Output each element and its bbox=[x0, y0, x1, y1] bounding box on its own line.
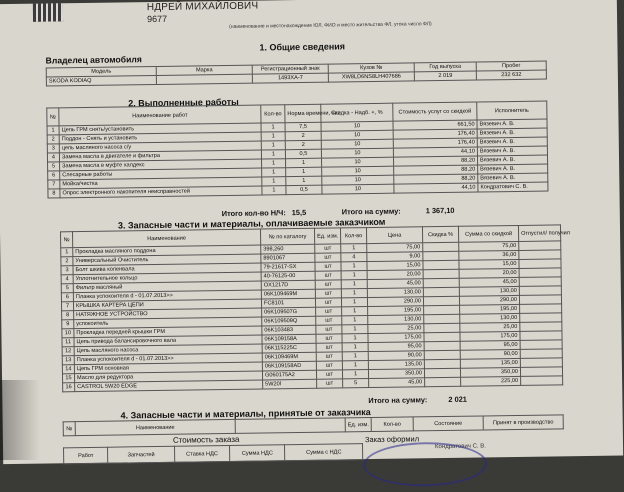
works-cell: 176,40 bbox=[393, 129, 477, 139]
works-cell: 661,50 bbox=[393, 120, 477, 130]
works-cell: 10 bbox=[321, 148, 393, 158]
works-header-cell: № bbox=[47, 108, 59, 126]
parts-cell: 175,00 bbox=[460, 331, 520, 341]
cost-header-cell: Сумма НДС bbox=[230, 445, 286, 462]
works-cell: 1 bbox=[286, 176, 322, 186]
works-cell: 2 bbox=[285, 131, 321, 141]
section4-title: 4. Запасные части и материалы, принятые от заказчика bbox=[120, 407, 371, 421]
parts-cell: 13 bbox=[62, 356, 74, 365]
parts-cell: 75,00 bbox=[367, 243, 423, 253]
parts-cell: 90,00 bbox=[460, 349, 520, 359]
parts-cell: G060175A2 bbox=[262, 370, 316, 380]
parts-cell: 06K103483 bbox=[262, 325, 316, 335]
works-cell: Замена масла в муфте халдекс bbox=[60, 159, 262, 171]
parts-cell: Универсальный Очиститель bbox=[73, 254, 261, 266]
parts-cell: 4 bbox=[341, 253, 367, 262]
parts-cell: 20,00 bbox=[459, 268, 519, 278]
works-cell: 1 bbox=[286, 158, 322, 168]
owner-name: НДРЕЙ МИХАЙЛОВИЧ bbox=[146, 0, 259, 14]
parts-cell: 14 bbox=[62, 365, 74, 374]
parts-cell: 135,00 bbox=[460, 358, 520, 368]
parts-cell: 2 bbox=[61, 257, 73, 266]
parts-cell: 9 bbox=[62, 320, 74, 329]
parts-cell: Фильтр масляный bbox=[73, 281, 261, 293]
section3-title: 3. Запасные части и материалы, оплачиваемые заказчиком bbox=[117, 216, 386, 231]
parts-cell: Прокладка масляного поддона bbox=[73, 245, 261, 257]
works-cell: Слесарные работы bbox=[60, 168, 262, 180]
parts-cell: Прокладка передней крышки ГРМ bbox=[74, 326, 262, 338]
parts-cell: шт bbox=[316, 370, 342, 379]
parts-cell: 25,00 bbox=[460, 322, 520, 332]
vehicle-header-cell: Модель bbox=[46, 66, 156, 77]
parts-cell: шт bbox=[316, 307, 342, 316]
parts-cell: 175,00 bbox=[368, 333, 424, 343]
works-cell: 10 bbox=[321, 139, 393, 149]
parts-cell: 8901067 bbox=[261, 253, 315, 263]
parts-cell: 7 bbox=[61, 302, 73, 311]
cost-header-cell: Запчастей bbox=[108, 446, 175, 463]
parts-cell: 40-76125-00 bbox=[261, 271, 315, 281]
stamp-seal bbox=[363, 441, 488, 487]
parts-cell: 45,00 bbox=[369, 378, 425, 388]
parts-cell: 135,00 bbox=[368, 360, 424, 370]
works-cell: 10 bbox=[322, 166, 394, 176]
parts-cell: 130,00 bbox=[368, 315, 424, 325]
parts-cell: 20,00 bbox=[367, 270, 423, 280]
parts-cell: FC8101 bbox=[261, 298, 315, 308]
works-header-cell: Наименование работ bbox=[59, 105, 261, 126]
parts-cell: 06K109507G bbox=[262, 307, 316, 317]
parts-cell bbox=[425, 377, 461, 387]
works-table bbox=[46, 101, 548, 199]
parts-header-cell: Цена bbox=[366, 227, 422, 244]
parts-cell: 90,00 bbox=[368, 351, 424, 361]
works-cell: Кондратович С. В. bbox=[478, 182, 548, 192]
accepted-header-cell: № bbox=[63, 422, 75, 436]
works-cell: 8 bbox=[48, 189, 60, 198]
parts-cell: Уплотнительное кольцо bbox=[73, 272, 261, 284]
works-header-cell: Норма времени, час bbox=[285, 104, 321, 123]
parts-cell: 06K109469M bbox=[261, 289, 315, 299]
parts-cell: 290,00 bbox=[367, 297, 423, 307]
works-header-cell: Скидка - Надб. +, % bbox=[321, 103, 393, 122]
parts-cell: 11 bbox=[62, 338, 74, 347]
parts-cell: 06K109158A bbox=[262, 334, 316, 344]
accepted-header-cell bbox=[235, 418, 345, 434]
parts-cell: 3 bbox=[61, 266, 73, 275]
vehicle-header-cell: Регистрационный знак bbox=[252, 64, 328, 74]
parts-cell: 16 bbox=[63, 383, 75, 392]
works-cell: Цепь ГРМ снять/установить bbox=[59, 123, 261, 135]
works-cell: 1 bbox=[262, 177, 286, 186]
parts-cell: успокоитель bbox=[74, 317, 262, 329]
parts-cell: 25,00 bbox=[368, 324, 424, 334]
works-cell: 88,20 bbox=[394, 174, 478, 184]
parts-cell: шт bbox=[316, 325, 342, 334]
parts-cell: шт bbox=[315, 271, 341, 280]
works-cell: Вязевич А. В. bbox=[477, 128, 547, 138]
parts-cell: 06K109469M bbox=[262, 352, 316, 362]
works-cell: 1 bbox=[261, 141, 285, 150]
works-hours-value: 15,5 bbox=[291, 207, 307, 218]
works-cell: 1 bbox=[47, 126, 59, 135]
parts-table bbox=[60, 224, 571, 392]
vehicle-cell: 1493ХА-7 bbox=[252, 73, 328, 83]
parts-cell: CASTROL 5W20 EDGE bbox=[75, 380, 263, 392]
parts-cell: 06K109509Q bbox=[262, 316, 316, 326]
works-cell: Вязевич А. В. bbox=[478, 164, 548, 174]
vehicle-cell: 2 019 bbox=[414, 71, 476, 81]
parts-cell: шт bbox=[316, 343, 342, 352]
parts-cell: шт bbox=[316, 352, 342, 361]
parts-header-cell: Ед. изм. bbox=[314, 228, 340, 244]
works-cell: 10 bbox=[321, 121, 393, 131]
parts-header-cell: Скидка % bbox=[422, 226, 458, 243]
parts-header-cell: Отпустил/ получил bbox=[518, 225, 560, 242]
works-cell: 176,40 bbox=[393, 138, 477, 148]
parts-cell: 130,00 bbox=[460, 313, 520, 323]
cost-header-cell: Ставка НДС bbox=[174, 446, 230, 463]
works-cell: Опрос электронного накопителя неисправностей bbox=[60, 186, 262, 198]
parts-cell: 130,00 bbox=[367, 288, 423, 298]
works-cell: 44,10 bbox=[393, 147, 477, 157]
parts-cell: 15,00 bbox=[367, 261, 423, 271]
works-cell: цепь масляного насоса с/у bbox=[59, 141, 261, 153]
works-cell: Вязевич А. В. bbox=[477, 119, 547, 129]
works-cell: 0,5 bbox=[286, 185, 322, 195]
hand-shadow bbox=[0, 380, 40, 460]
works-cell: 3 bbox=[47, 144, 59, 153]
works-cell: 1 bbox=[261, 132, 285, 141]
parts-cell: 130,00 bbox=[459, 286, 519, 296]
parts-cell: НАТЯЖНОЕ УСТРОЙСТВО bbox=[74, 308, 262, 320]
works-cell: 88,20 bbox=[393, 156, 477, 166]
parts-cell: Болт шкива коленвала bbox=[73, 263, 261, 275]
parts-cell: 195,00 bbox=[368, 306, 424, 316]
works-header-cell: Кол-во bbox=[261, 105, 285, 123]
parts-cell: 1 bbox=[342, 370, 368, 379]
parts-cell: Цепь привода балансировочного вала bbox=[74, 335, 262, 347]
vehicle-header-cell: Кузов № bbox=[328, 63, 414, 73]
parts-cell: 1 bbox=[341, 280, 367, 289]
parts-cell: Масло для редуктора bbox=[74, 371, 262, 383]
qr-code bbox=[33, 3, 63, 21]
parts-header-cell: Наименование bbox=[73, 229, 261, 248]
vehicle-header-cell: Пробег bbox=[476, 61, 546, 71]
parts-cell: 1 bbox=[342, 334, 368, 343]
works-cell: 10 bbox=[322, 175, 394, 185]
works-cell: 5 bbox=[48, 162, 60, 171]
parts-header-cell: Кол-во bbox=[340, 228, 366, 244]
cost-title: Стоимость заказа bbox=[172, 434, 240, 445]
parts-cell: 1 bbox=[341, 262, 367, 271]
parts-cell: 79-21617-SX bbox=[261, 262, 315, 272]
works-cell: 1 bbox=[261, 150, 285, 159]
works-cell: 1 bbox=[261, 123, 285, 132]
parts-cell: 398,260 bbox=[261, 244, 315, 254]
parts-header-cell: Сумма со скидкой bbox=[458, 225, 518, 242]
parts-cell: 1 bbox=[341, 244, 367, 253]
parts-cell: 1 bbox=[342, 343, 368, 352]
parts-cell: 350,00 bbox=[460, 367, 520, 377]
works-cell: 6 bbox=[48, 171, 60, 180]
parts-cell: 1 bbox=[342, 307, 368, 316]
works-sum-value: 1 367,10 bbox=[425, 205, 455, 216]
works-cell: 10 bbox=[321, 130, 393, 140]
cost-table bbox=[63, 443, 363, 464]
parts-cell: 12 bbox=[62, 347, 74, 356]
parts-header-cell: № bbox=[61, 232, 73, 248]
parts-cell: OX1217D bbox=[261, 280, 315, 290]
parts-cell: 5W20l bbox=[263, 379, 317, 389]
cost-header-cell: Работ bbox=[64, 447, 109, 464]
works-cell: Мойка/чистка bbox=[60, 177, 262, 189]
parts-cell: Планка успокоителя d - 01.07.2013>> bbox=[74, 353, 262, 365]
parts-sum-value: 2 021 bbox=[448, 394, 467, 404]
order-name: Кондратович С. В. bbox=[435, 443, 486, 451]
parts-header-cell: № по каталогу bbox=[260, 228, 314, 245]
parts-cell: шт bbox=[316, 361, 342, 370]
accepted-header-cell: Наименование bbox=[75, 419, 235, 435]
parts-cell: шт bbox=[315, 262, 341, 271]
parts-cell: Планка успокоителя d - 01.07.2013>> bbox=[73, 290, 261, 302]
works-header-cell: Исполнитель bbox=[477, 101, 547, 120]
works-hours-label: Итого кол-во Н/Ч: bbox=[221, 208, 286, 219]
vehicle-header-cell: Марка bbox=[156, 65, 252, 75]
works-cell: Вязевич А. В. bbox=[477, 155, 547, 165]
parts-cell: шт bbox=[316, 334, 342, 343]
parts-cell: 95,00 bbox=[368, 342, 424, 352]
parts-cell: 4 bbox=[61, 275, 73, 284]
parts-cell: Цепь ГРМ основная bbox=[74, 362, 262, 374]
owner-note: (наименование и местонахождение ЮЛ, ФИО и место жительства ФЛ, утока число ФЛ) bbox=[229, 21, 432, 30]
parts-cell: шт bbox=[315, 289, 341, 298]
accepted-header-cell: Состояние bbox=[413, 416, 483, 431]
parts-cell: 1 bbox=[341, 289, 367, 298]
parts-cell: 1 bbox=[342, 325, 368, 334]
works-cell: 10 bbox=[322, 184, 394, 194]
works-cell: 1 bbox=[286, 167, 322, 177]
order-label: Заказ оформил bbox=[364, 434, 420, 445]
owner-phone: 9677 bbox=[146, 13, 168, 25]
parts-cell: 45,00 bbox=[459, 277, 519, 287]
parts-cell: 5 bbox=[343, 379, 369, 388]
parts-cell: 45,00 bbox=[367, 279, 423, 289]
works-sum-label: Итого на сумму: bbox=[341, 206, 401, 217]
parts-cell: 1 bbox=[341, 271, 367, 280]
vehicle-cell: 232 632 bbox=[476, 70, 546, 80]
works-cell: 44,10 bbox=[394, 183, 478, 193]
parts-cell: КРЫШКА КАРТЕРА ЦЕПИ bbox=[73, 299, 261, 311]
parts-cell: 1 bbox=[342, 352, 368, 361]
parts-cell: 350,00 bbox=[368, 369, 424, 379]
parts-cell: шт bbox=[315, 244, 341, 253]
parts-sum-label: Итого на сумму: bbox=[368, 395, 428, 406]
section2-title: 2. Выполненные работы bbox=[128, 96, 239, 109]
vehicle-cell bbox=[156, 74, 252, 84]
parts-cell: 75,00 bbox=[459, 241, 519, 251]
vehicle-cell: SKODA KODIAQ bbox=[46, 75, 156, 86]
parts-cell: 1 bbox=[342, 316, 368, 325]
parts-cell: 95,00 bbox=[460, 340, 520, 350]
parts-cell: 36,00 bbox=[459, 250, 519, 260]
works-cell: 88,20 bbox=[394, 165, 478, 175]
works-cell: 1 bbox=[262, 168, 286, 177]
works-cell: 1 bbox=[262, 186, 286, 195]
parts-cell: Цепь масляного насоса bbox=[74, 344, 262, 356]
parts-cell: шт bbox=[315, 280, 341, 289]
parts-cell: 290,00 bbox=[459, 295, 519, 305]
works-cell: 7 bbox=[48, 180, 60, 189]
cost-header-cell: Сумма с НДС bbox=[285, 444, 363, 461]
parts-cell: 9,00 bbox=[367, 252, 423, 262]
works-cell: Замена масла в двигателе и фильтра bbox=[59, 150, 261, 162]
works-cell: 2 bbox=[47, 135, 59, 144]
parts-cell: 1 bbox=[61, 248, 73, 257]
works-cell: Вязевич А. В. bbox=[478, 173, 548, 183]
parts-cell: шт bbox=[317, 379, 343, 388]
parts-cell: шт bbox=[315, 298, 341, 307]
parts-cell: 15,00 bbox=[459, 259, 519, 269]
works-cell: 10 bbox=[321, 157, 393, 167]
works-cell: 0,5 bbox=[285, 149, 321, 159]
parts-cell: шт bbox=[315, 253, 341, 262]
parts-cell: 5 bbox=[61, 284, 73, 293]
accepted-header-cell: Кол-во bbox=[371, 417, 413, 432]
vehicle-header-cell: Год выпуска bbox=[414, 62, 476, 72]
works-header-cell: Стоимость услуг со скидкой bbox=[393, 102, 477, 121]
vehicle-cell: XW8LD6NS8LH407686 bbox=[328, 72, 414, 82]
works-cell: Поддон - Снять и установить bbox=[59, 132, 261, 144]
parts-cell: шт bbox=[316, 316, 342, 325]
parts-cell: 195,00 bbox=[460, 304, 520, 314]
vehicle-owner-label: Владелец автомобиля bbox=[45, 54, 142, 66]
parts-cell: 15 bbox=[62, 374, 74, 383]
parts-cell: 8 bbox=[62, 311, 74, 320]
accepted-header-cell: Принят в производство bbox=[483, 415, 563, 430]
accepted-header-cell: Ед. изм. bbox=[345, 418, 371, 432]
works-cell: 2 bbox=[285, 140, 321, 150]
works-cell: 1 bbox=[262, 159, 286, 168]
parts-cell: 225,00 bbox=[461, 376, 521, 386]
parts-cell: 06K115225C bbox=[262, 343, 316, 353]
parts-cell: 1 bbox=[341, 298, 367, 307]
works-cell: 4 bbox=[47, 153, 59, 162]
parts-cell: 10 bbox=[62, 329, 74, 338]
parts-cell: 6 bbox=[61, 293, 73, 302]
works-cell: Вязевич А. В. bbox=[477, 146, 547, 156]
works-cell: 7,5 bbox=[285, 122, 321, 132]
parts-cell: 1 bbox=[342, 361, 368, 370]
parts-cell bbox=[521, 376, 563, 386]
section1-title: 1. Общие сведения bbox=[259, 41, 346, 53]
works-cell: Вязевич А. В. bbox=[477, 137, 547, 147]
parts-cell: 06K109158AD bbox=[262, 361, 316, 371]
